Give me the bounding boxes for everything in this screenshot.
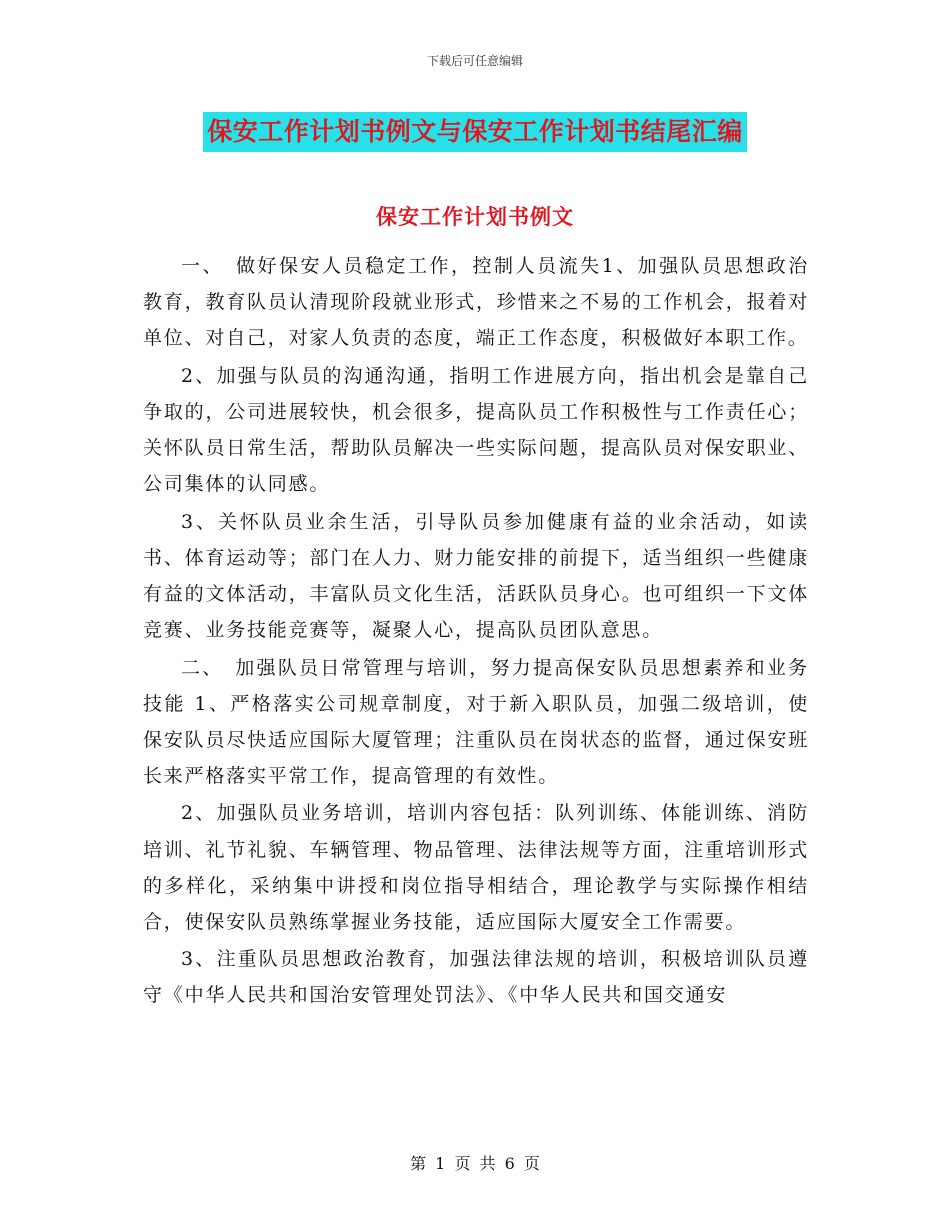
paragraph: 2、加强队员业务培训，培训内容包括：队列训练、体能训练、消防培训、礼节礼貌、车辆管理、物品管理、法律法规等方面，注重培训形式的多样化，采纳集中讲授和岗位指导相结合，理论教学与实际操作相结合，使保安队员熟练掌握业务技能，适应国际大厦安全工作需要。 — [143, 802, 809, 933]
paragraph: 2、加强与队员的沟通沟通，指明工作进展方向，指出机会是靠自己争取的，公司进展较快，机会很多，提高队员工作积极性与工作责任心；关怀队员日常生活，帮助队员解决一些实际问题，提高队员对保安职业、公司集体的认同感。 — [143, 364, 809, 496]
paragraph: 一、 做好保安人员稳定工作，控制人员流失1、加强队员思想政治教育，教育队员认清现阶段就业形式，珍惜来之不易的工作机会，报着对单位、对自己，对家人负责的态度，端正工作态度，积极做好本职工作。 — [143, 255, 809, 350]
page-number-footer: 第 1 页 共 6 页 — [410, 1154, 540, 1173]
section-title: 保安工作计划书例文 — [376, 204, 574, 229]
document-title-text: 保安工作计划书例文与保安工作计划书结尾汇编 — [203, 112, 747, 152]
document-title — [0, 112, 950, 153]
document-body — [143, 248, 809, 1015]
paragraph: 二、 加强队员日常管理与培训，努力提高保安队员思想素养和业务技能 1、严格落实公司规章制度，对于新入职队员，加强二级培训，使保安队员尽快适应国际大厦管理；注重队员在岗状态的监督，通过保安班长来严格落实平常工作，提高管理的有效性。 — [143, 656, 809, 787]
paragraph: 3、关怀队员业余生活，引导队员参加健康有益的业余活动，如读书、体育运动等；部门在人力、财力能安排的前提下，适当组织一些健康有益的文体活动，丰富队员文化生活，活跃队员身心。也可组织一下文体竞赛、业务技能竞赛等，凝聚人心，提高队员团队意思。 — [143, 510, 809, 641]
page-header-note: 下载后可任意编辑 — [426, 54, 523, 68]
paragraph: 3、注重队员思想政治教育，加强法律法规的培训，积极培训队员遵守《中华人民共和国治安管理处罚法》、《中华人民共和国交通安 — [143, 948, 809, 1007]
